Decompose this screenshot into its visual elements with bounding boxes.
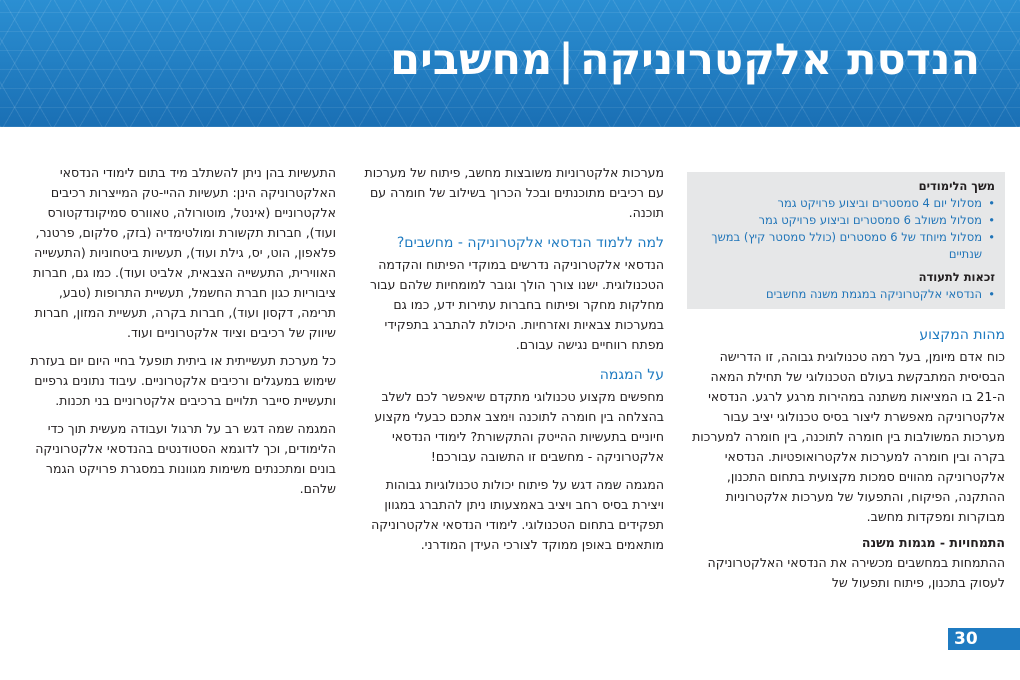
left-column <box>30 163 336 499</box>
title-main: הנדסת אלקטרוניקה <box>579 35 980 85</box>
title-separator: | <box>558 35 574 85</box>
list-item: • מסלול משולב 6 סמסטרים וביצוע פרויקט גמר <box>695 212 995 229</box>
duration-heading: משך הלימודים <box>918 179 995 193</box>
about-major-body: מחפשים מקצוע טכנולוגי מתקדם שיאפשר לכם לשלב בהצלחה בין חומרה לתוכנה ויִמצב אתכם כבעלי מקצוע חיוניים בתעשיות ההייטק והתקשורת? לימודי הנדסאי אלקטרוניקה - מחשבים זו התשובה עבורכם! <box>374 389 664 464</box>
middle-column <box>364 163 664 555</box>
about-major-heading: על המגמה <box>599 367 664 383</box>
systems-paragraph: כל מערכת תעשייתית או ביתית תופעל בחיי היום יום בעזרת שימוש במעגלים ורכיבים אלקטרוניים. עיבוד נתונים גרפיים ותעשיית סייבר תלויים ברכיבים אלקטרוניים בני תכנות. <box>30 353 336 408</box>
certificate-list <box>695 286 995 303</box>
industries-paragraph: התעשיות בהן ניתן להשתלב מיד בתום לימודי הנדסאי האלקטרוניקה הינן: תעשיות ההיי-טק המייצרות רכיבים אלקטרוניים (אינטל, מוטורולה, טאוורס סמיקונדקטורס ועוד), חברות תקשורת ומולטימדיה (בזק, סלקום, פרטנר, פלאפון, הוט, יס, גילת ועוד), תעשיות ביטחוניות (התעשייה האווירית, התעשייה הצבאית, אלביט ועוד). כמו גם, חברות ציבוריות כגון חברת החשמל, תעשיית התרופות (טבע, תרימה, דקסון ועוד), חברות בקרה, תעשיית המזון, חברות שיווק של רכיבים וציוד אלקטרוניים ועוד. <box>33 165 336 340</box>
list-item: • מסלול יום 4 סמסטרים וביצוע פרויקט גמר <box>695 195 995 212</box>
specialization-body: ההתמחות במחשבים מכשירה את הנדסאי האלקטרוניקה לעסוק בתכנון, פיתוח ותפעול של <box>707 555 1005 590</box>
specialization-body-cont: מערכות אלקטרוניות משובצות מחשב, פיתוח של מערכות עם רכיבים מתוכנתים ובכל הכרוך בשילוב של חומרה עם תוכנה. <box>364 165 664 220</box>
profession-heading: מהות המקצוע <box>919 327 1005 343</box>
practice-paragraph: המגמה שמה דגש רב על תרגול ועבודה מעשית תוך כדי הלימודים, וכך לדוגמא הסטודנטים בהנדסאי אלקטרוניקה בונים ומתכנתים משימות מגוונות במסגרת פרויקט הגמר שלהם. <box>35 421 336 496</box>
header-banner <box>0 0 1020 127</box>
certificate-heading: זכאות לתעודה <box>918 270 995 284</box>
page-title <box>390 30 980 90</box>
page-number: 30 <box>948 628 1020 650</box>
why-study-heading: למה ללמוד הנדסאי אלקטרוניקה - מחשבים? <box>396 235 664 251</box>
why-study-body: הנדסאי אלקטרוניקה נדרשים במוקדי הפיתוח והקדמה הטכנולוגית. ישנו צורך הולך וגובר למומחיות שלהם עבור מחלקות מחקר ופיתוח בחברות עתירות ידע, כמו גם במערכות צבאיות ואזרחיות. היכולת להתברג בתפקידי מפתח רווחיים נגישה עבורם. <box>369 257 664 352</box>
duration-list <box>695 195 995 263</box>
about-major-body-2: המגמה שמה דגש על פיתוח יכולות טכנולוגיות גבוהות ויצירת בסיס רחב ויציב באמצעותו ניתן להתברג במגוון תפקידים בתחום הטכנולוגי. לימודי הנדסאי אלקטרוניקה מותאמים באופן ממוקד לצורכי העידן המודרני. <box>371 477 664 552</box>
right-column <box>687 172 1005 593</box>
list-item: • מסלול מיוחד של 6 סמסטרים (כולל סמסטר קיץ) במשך שנתיים <box>695 229 995 263</box>
specialization-heading: התמחויות - מגמות משנה <box>861 535 1005 550</box>
title-sub: מחשבים <box>390 35 553 85</box>
list-item: • הנדסאי אלקטרוניקה במגמת משנה מחשבים <box>695 286 995 303</box>
profession-body: כוח אדם מיומן, בעל רמה טכנולוגית גבוהה, זו הדרישה הבסיסית המתבקשת בעולם הטכנולוגי של תחילת המאה ה-21 בו המציאות משתנה במהירות מרגע לרגע. הנדסאי אלקטרוניקה מאפשרת ליצור בסיס טכנולוגי יציב עבור מערכות המשולבות בין חומרה לתוכנה, בין חומרה למערכות בקרה ובין חומרה למערכות אלקטרואופטיות. הנדסאי אלקטרוניקה מהווים סמכות מקצועית בתחום התכנון, ההתקנה, הפיקוח, והתפעול של מערכות אלקטרוניות מבוקרות ומפקדות מחשב. <box>692 349 1005 524</box>
info-box <box>687 172 1005 309</box>
